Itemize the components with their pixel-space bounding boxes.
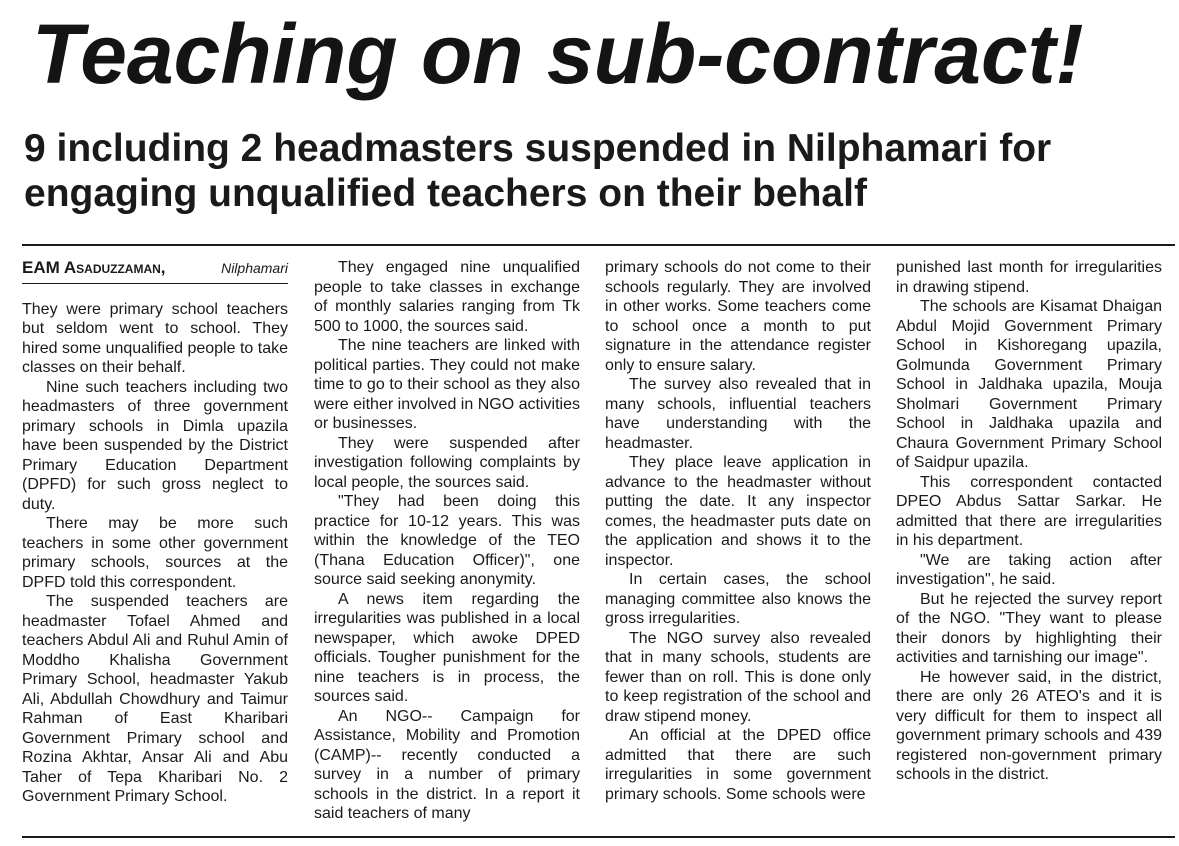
article-column-3 [605, 258, 871, 804]
byline-author: EAM Asaduzzaman, [22, 258, 166, 277]
headline: Teaching on sub-contract! [32, 7, 1084, 101]
byline [22, 258, 288, 284]
paragraph: The suspended teachers are headmaster Tofael Ahmed and teachers Abdul Ali and Ruhul Amin of Moddho Khalisha Government Primary School, headmaster Yakub Ali, Abdullah Chowdhury and Taimur Rahman of East Kharibari Government Primary school and Rozina Akhtar, Ansar Ali and Abu Taher of Tepa Kharibari No. 2 Government Primary School. [22, 593, 288, 805]
paragraph: This correspondent contacted DPEO Abdus Sattar Sarkar. He admitted that there are irregularities in his department. [896, 473, 1162, 549]
paragraph: An NGO-- Campaign for Assistance, Mobility and Promotion (CAMP)-- recently conducted a survey in a number of primary schools in the district. In a report it said teachers of many [314, 707, 580, 822]
article-column-4 [896, 258, 1162, 785]
article-column-1 [22, 258, 288, 807]
paragraph: They engaged nine unqualified people to take classes in exchange of monthly salaries ranging from Tk 500 to 1000, the sources said. [314, 259, 580, 335]
paragraph: "We are taking action after investigation", he said. [896, 551, 1162, 588]
paragraph: They place leave application in advance to the headmaster without putting the date. It any inspector comes, the headmaster puts date on the application and shows it to the inspector. [605, 454, 871, 569]
paragraph: A news item regarding the irregularities was published in a local newspaper, which awoke DPED officials. Tougher punishment for the nine teachers is in process, the sources said. [314, 590, 580, 705]
paragraph: He however said, in the district, there are only 26 ATEO's and it is very difficult for them to inspect all government primary schools and 439 registered non-government primary schools in the district. [896, 668, 1162, 783]
paragraph: The survey also revealed that in many schools, influential teachers have understanding with the headmaster. [605, 376, 871, 452]
byline-location: Nilphamari [221, 260, 288, 276]
article-column-2 [314, 258, 580, 824]
paragraph: They were primary school teachers but seldom went to school. They hired some unqualified people to take classes on their behalf. [22, 300, 288, 376]
paragraph: Nine such teachers including two headmasters of three government primary schools in Dimla upazila have been suspended by the District Primary Education Department (DPFD) for such gross neglect to duty. [22, 378, 288, 513]
paragraph: "They had been doing this practice for 10-12 years. This was within the knowledge of the TEO (Thana Education Officer)", one source said seeking anonymity. [314, 493, 580, 588]
bottom-rule [22, 836, 1175, 838]
paragraph: punished last month for irregularities in drawing stipend. [896, 259, 1162, 296]
paragraph: There may be more such teachers in some other government primary schools, sources at the DPFD told this correspondent. [22, 515, 288, 591]
paragraph: The NGO survey also revealed that in many schools, students are fewer than on roll. This is done only to keep registration of the school and draw stipend money. [605, 629, 871, 725]
top-rule [22, 244, 1175, 246]
paragraph: They were suspended after investigation following complaints by local people, the sources said. [314, 434, 580, 491]
paragraph: The schools are Kisamat Dhaigan Abdul Mojid Government Primary School in Kishoregang upazila, Golmunda Government Primary School in Jaldhaka upazila, Mouja Sholmari Government Primary School in Jaldhaka upazila and Chaura Government Primary School of Saidpur upazila. [896, 298, 1162, 471]
paragraph: In certain cases, the school managing committee also knows the gross irregularities. [605, 571, 871, 627]
subheadline: 9 including 2 headmasters suspended in Nilphamari for engaging unqualified teachers on their behalf [24, 127, 1052, 215]
paragraph: An official at the DPED office admitted that there are such irregularities in some government primary schools. Some schools were [605, 727, 871, 803]
paragraph: But he rejected the survey report of the NGO. "They want to please their donors by highlighting their activities and tarnishing our image". [896, 590, 1162, 666]
paragraph: primary schools do not come to their schools regularly. They are involved in other works. Some teachers come to school once a month to put signature in the attendance register only to ensure salary. [605, 259, 871, 374]
paragraph: The nine teachers are linked with political parties. They could not make time to go to their school as they also were either involved in NGO activities or businesses. [314, 337, 580, 432]
